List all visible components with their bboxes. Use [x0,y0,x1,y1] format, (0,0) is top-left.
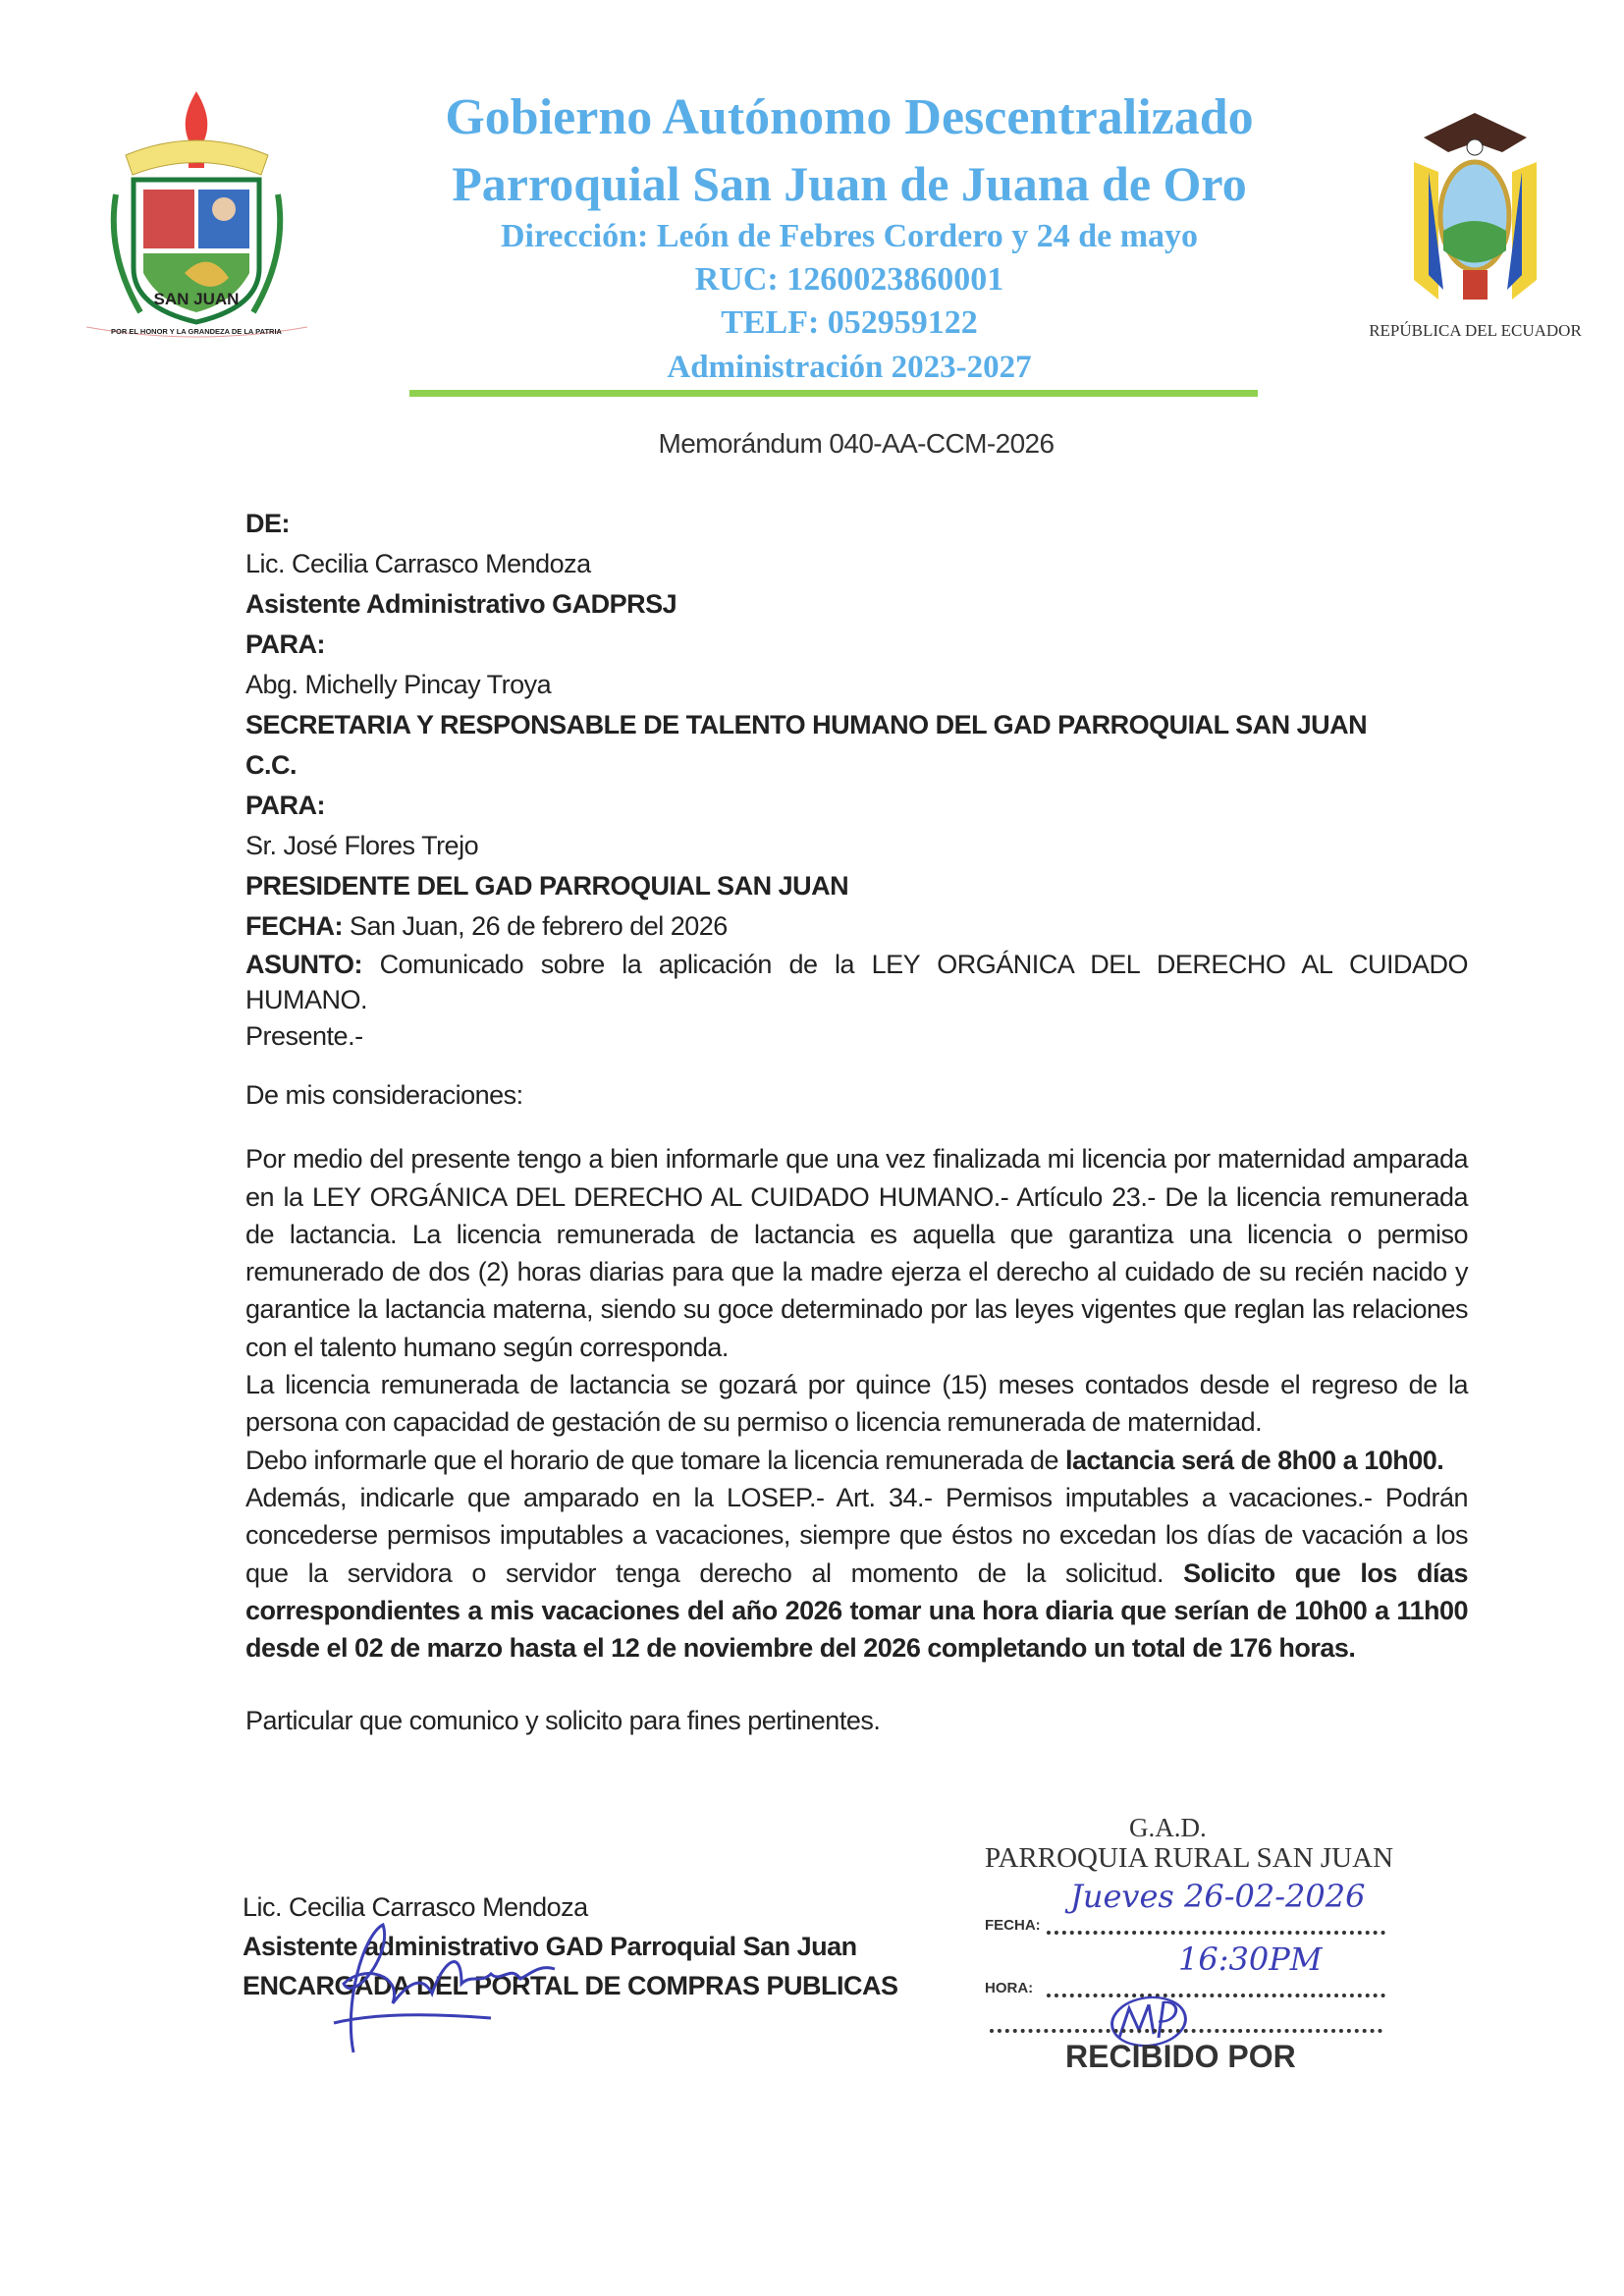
de-title: Asistente Administrativo GADPRSJ [245,589,677,619]
paragraph-4 [245,1479,1468,1667]
asunto-value: Comunicado sobre la aplicación de la LEY ORGÁNICA DEL DERECHO AL CUIDADO HUMANO. [245,950,1468,1014]
fecha-label: FECHA: [245,911,343,941]
greeting: De mis consideraciones: [245,1080,523,1110]
header-ruc: RUC: 1260023860001 [694,261,1004,298]
stamp-hora-label: HORA: [985,1980,1034,1996]
stamp-line2: PARROQUIA RURAL SAN JUAN [985,1842,1394,1874]
svg-text:POR EL HONOR Y LA GRANDEZA DE: POR EL HONOR Y LA GRANDEZA DE LA PATRIA [111,327,282,336]
para2-name: Sr. José Flores Trejo [245,831,479,860]
de-label: DE: [245,509,290,538]
stamp-hora-handwritten: 16:30PM [1178,1941,1323,1978]
stamp-fecha-handwritten: Jueves 26-02-2026 [1070,1878,1366,1915]
paragraph-1: Por medio del presente tengo a bien informarle que una vez finalizada mi licencia por maternidad amparada en la LEY ORGÁNICA DEL DERECHO AL CUIDADO HUMANO.- Artículo 23.- De la licencia remunerada de lactancia. La licencia remunerada de lactancia es aquella que garantiza una licencia o permiso remunerado de dos (2) horas diarias para que la madre ejerza el derecho al cuidado de su recién nacido y garantice la lactancia materna, siendo su goce determinado por las leyes vigentes que reglan las relaciones con el talento humano según corresponda. [245,1144,1468,1362]
republic-caption: REPÚBLICA DEL ECUADOR [1369,321,1582,340]
stamp-fecha-row [985,1917,1385,1935]
header-rule [409,390,1258,397]
para2-label: PARA: [245,791,325,820]
memo-body [245,504,1468,2005]
p3-bold: lactancia será de 8h00 a 10h00. [1065,1445,1444,1475]
stamp-received-line [990,2029,1382,2033]
stamp-fecha-label: FECHA: [985,1917,1041,1934]
handwritten-signature [314,1915,569,2067]
para1-title: SECRETARIA Y RESPONSABLE DE TALENTO HUMANO DEL GAD PARROQUIAL SAN JUAN [245,710,1368,739]
closing: Particular que comunico y solicito para fines pertinentes. [245,1706,881,1736]
signer-title-1: Asistente administrativo GAD Parroquial San Juan [243,1931,857,1961]
header-administration: Administración 2023-2027 [667,350,1032,385]
paragraph-2: La licencia remunerada de lactancia se gozará por quince (15) meses contados desde el regreso de la persona con capacidad de gestación de su permiso o licencia remunerada de maternidad. [245,1370,1468,1438]
p4-bold: Solicito que los días correspondientes a mis vacaciones del año 2026 tomar una hora diaria que serían de 10h00 a 11h00 desde el 02 de marzo hasta el 12 de noviembre del 2026 completando un total de 176 horas. [245,1558,1468,1664]
p3-text: Debo informarle que el horario de que tomare la licencia remunerada de [245,1445,1065,1475]
memo-fields [245,504,1468,1055]
cc-label: C.C. [245,750,297,780]
para1-name: Abg. Michelly Pincay Troya [245,670,552,699]
svg-text:SAN JUAN: SAN JUAN [153,290,240,308]
memo-number: Memorándum 040-AA-CCM-2026 [658,428,1055,459]
para2-title: PRESIDENTE DEL GAD PARROQUIAL SAN JUAN [245,871,849,901]
signer-title-2: ENCARGADA DEL PORTAL DE COMPRAS PUBLICAS [243,1970,898,2000]
header-title-1: Gobierno Autónomo Descentralizado [445,89,1254,145]
presente: Presente.- [245,1021,363,1051]
asunto-label: ASUNTO: [245,950,363,979]
paragraph-3 [245,1442,1468,1479]
header-phone: TELF: 052959122 [721,304,978,341]
stamp-received-by: RECIBIDO POR [1065,2039,1296,2074]
fecha-value: San Juan, 26 de febrero del 2026 [343,911,728,941]
p4-text: Además, indicarle que amparado en la LOSEP.- Art. 34.- Permisos imputables a vacaciones.- Podrán concederse permisos imputables a vacaciones, siempre que éstos no excedan los días de vacación a los que la servidora o servidor tenga derecho al momento de la solicitud. [245,1482,1468,1588]
para1-label: PARA: [245,629,325,659]
de-name: Lic. Cecilia Carrasco Mendoza [245,549,591,578]
stamp-line1: G.A.D. [1129,1813,1207,1842]
signer-name: Lic. Cecilia Carrasco Mendoza [243,1891,588,1922]
header-title-2: Parroquial San Juan de Juana de Oro [452,156,1247,211]
header-address: Dirección: León de Febres Cordero y 24 de mayo [500,218,1199,254]
